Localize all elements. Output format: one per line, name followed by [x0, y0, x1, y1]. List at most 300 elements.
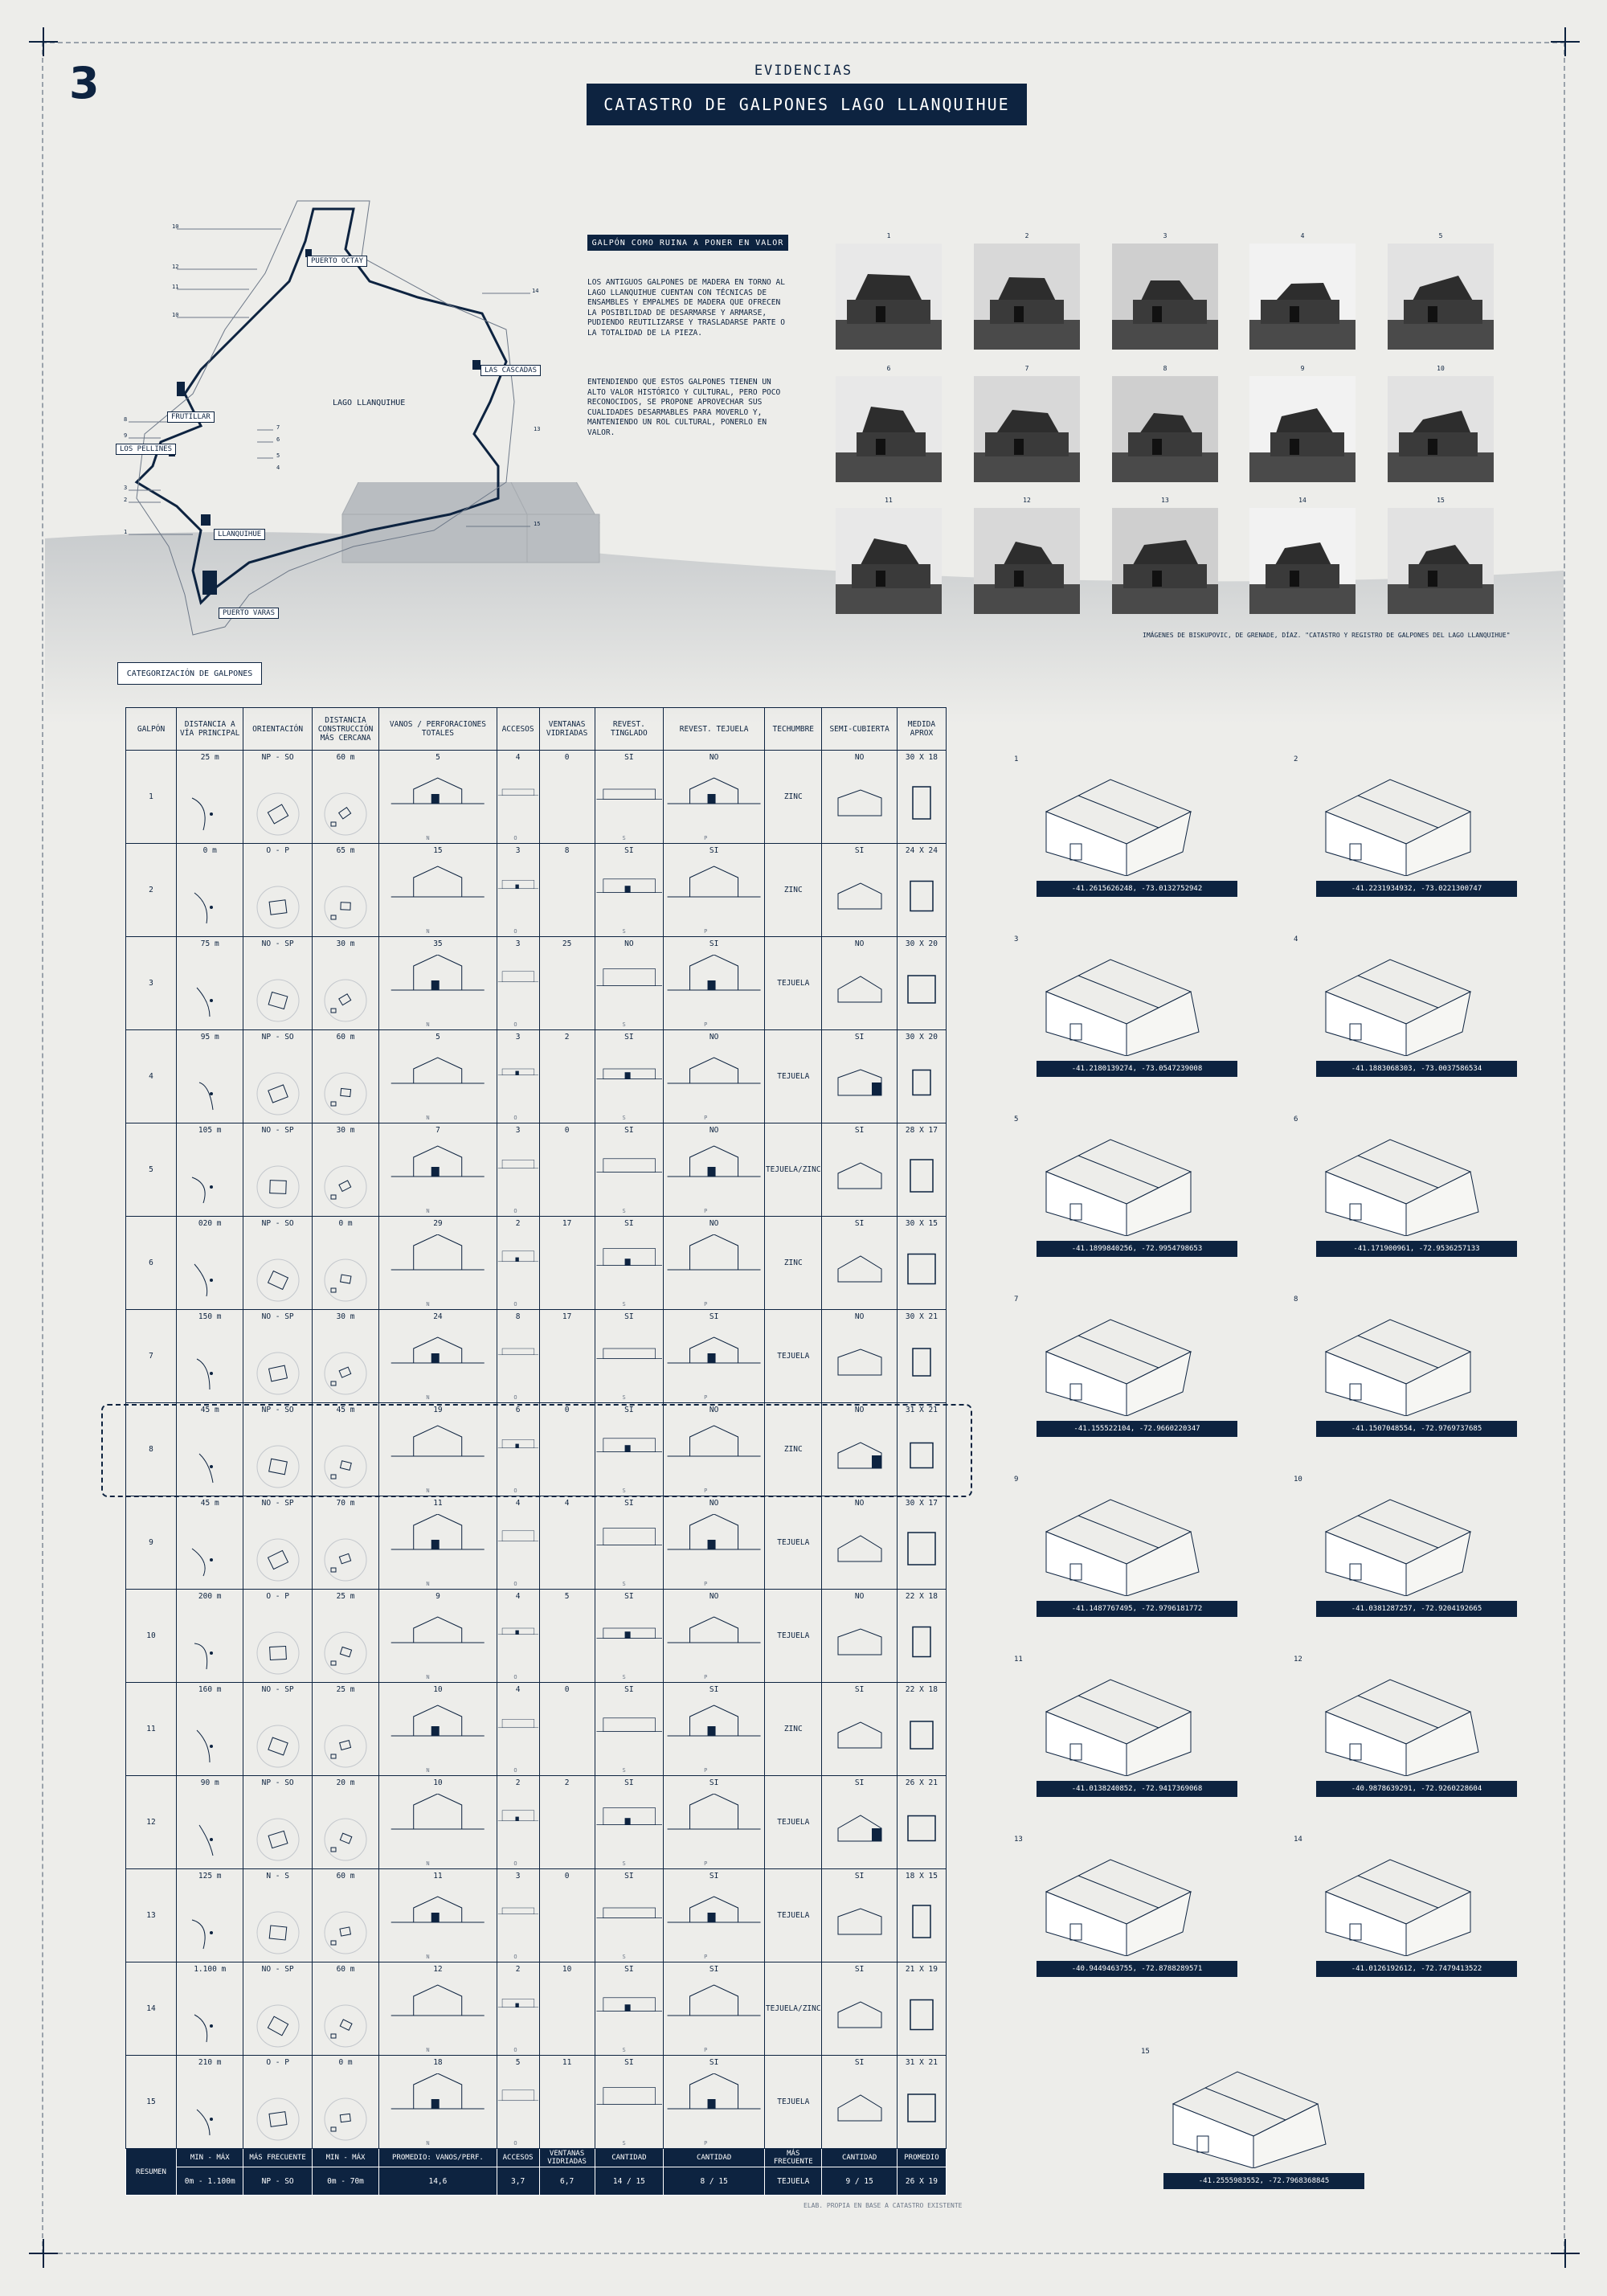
barn-photo-icon	[836, 508, 942, 614]
isometric-number: 13	[1014, 1836, 1023, 1844]
summary-subheader: MÁS FRECUENTE	[765, 2149, 822, 2167]
semi-cubierta-cell	[822, 1869, 898, 1962]
intro-paragraph: ENTENDIENDO QUE ESTOS GALPONES TIENEN UN ALTO VALOR HISTÓRICO Y CULTURAL, PERO POCO RECONOCIDOS, SE PROPONE APROVECHAR SUS CUALIDADES DESARMABLES PARA MOVERLO Y, MANTENIENDO UN ROL CULTURAL, PONERLO EN VALOR.	[587, 378, 781, 437]
elevation-drawing	[379, 1794, 496, 1868]
distance-cell	[177, 1590, 243, 1683]
elevation-label: P	[704, 835, 708, 841]
isometric-barn	[1294, 1295, 1503, 1448]
elevation-label: O	[513, 1488, 517, 1494]
vanos-cell	[379, 751, 497, 844]
semi-cubierta-value: NO	[854, 939, 865, 948]
footprint-sketch-icon	[904, 1245, 939, 1293]
elevation-drawing	[379, 1887, 496, 1962]
map-place-label: PUERTO VARAS	[219, 608, 279, 619]
elevation-drawing	[497, 2073, 539, 2148]
accesses-value: 4	[515, 1499, 521, 1508]
isometric-number: 8	[1294, 1295, 1298, 1304]
galpon-number: 15	[126, 2056, 177, 2149]
vanos-value: 7	[435, 1126, 440, 1135]
orientation-sketch-icon	[254, 1629, 302, 1677]
windows-value: 0	[564, 753, 570, 762]
accesses-cell	[497, 1217, 539, 1310]
tinglado-value: SI	[624, 846, 634, 855]
orientation-sketch-icon	[254, 1256, 302, 1304]
summary-value: 0m - 1.100m	[177, 2167, 243, 2196]
elevation-drawing	[379, 1607, 496, 1682]
isometric-barn	[1141, 2048, 1350, 2200]
nearest-building-sketch-icon	[321, 2002, 370, 2050]
vanos-cell	[379, 1683, 497, 1776]
elevation-drawing	[497, 1794, 539, 1868]
accesses-cell	[497, 937, 539, 1030]
elevation-drawing	[497, 862, 539, 936]
nearest-building-sketch-icon	[321, 1070, 370, 1118]
elevation-drawing	[664, 1328, 764, 1402]
coordinate-label: -41.2180139274, -73.0547239008	[1037, 1061, 1237, 1077]
isometric-barn	[1294, 1115, 1503, 1268]
table-row	[126, 1123, 947, 1217]
summary-value: 26 X 19	[897, 2167, 946, 2196]
elevation-sketch-icon	[497, 2073, 539, 2115]
vanos-cell	[379, 844, 497, 937]
orientation-cell	[243, 1962, 312, 2056]
photo-number: 1	[886, 232, 891, 239]
isometric-number: 9	[1014, 1475, 1019, 1484]
elevation-sketch-icon	[595, 1794, 663, 1836]
elevation-label: S	[622, 1115, 626, 1121]
tinglado-cell	[595, 1310, 663, 1403]
semi-cubierta-value: NO	[854, 1499, 865, 1508]
windows-value: 0	[564, 1126, 570, 1135]
distance-cell	[177, 1962, 243, 2056]
coordinate-label: -41.1899840256, -72.9954798653	[1037, 1241, 1237, 1257]
elevation-drawing	[379, 862, 496, 936]
tejuela-value: SI	[709, 846, 719, 855]
orientation-cell	[243, 844, 312, 937]
elevation-sketch-icon	[595, 1048, 663, 1090]
elevation-sketch-icon	[595, 1328, 663, 1369]
elevation-label: O	[513, 928, 517, 935]
section-kicker: EVIDENCIAS	[754, 63, 853, 79]
tinglado-value: NO	[624, 939, 634, 948]
column-header: MEDIDA APROX	[897, 708, 946, 751]
elevation-label: P	[704, 1488, 708, 1494]
semi-cubierta-cell	[822, 2056, 898, 2149]
orientation-value: NO - SP	[261, 939, 294, 948]
barn-photo	[1388, 244, 1494, 350]
tinglado-cell	[595, 1496, 663, 1590]
size-cell	[897, 1683, 946, 1776]
elevation-label: S	[622, 928, 626, 935]
semi-cubierta-sketch-icon	[833, 1716, 886, 1751]
semi-cubierta-cell	[822, 1310, 898, 1403]
vanos-value: 11	[433, 1499, 443, 1508]
elevation-label: P	[704, 1115, 708, 1121]
map-place-label: PUERTO OCTAY	[307, 256, 367, 267]
elevation-label: O	[513, 1767, 517, 1774]
nearest-building-sketch-icon	[321, 1629, 370, 1677]
site-sketch-icon	[186, 1163, 234, 1211]
elevation-sketch-icon	[497, 1887, 539, 1929]
nearest-building-sketch-icon	[321, 976, 370, 1025]
barn-photo-icon	[836, 244, 942, 350]
nearest-building-cell	[312, 1869, 378, 1962]
barn-isometric-icon	[1030, 1664, 1223, 1776]
table-row	[126, 844, 947, 937]
vanos-cell	[379, 1590, 497, 1683]
elevation-drawing	[664, 955, 764, 1029]
distance-value: 95 m	[200, 1033, 219, 1042]
semi-cubierta-sketch-icon	[833, 1623, 886, 1658]
distance-value: 150 m	[198, 1312, 222, 1321]
nearest-building-cell	[312, 751, 378, 844]
size-value: 30 X 15	[905, 1219, 938, 1228]
windows-cell	[539, 1590, 595, 1683]
semi-cubierta-cell	[822, 1776, 898, 1869]
windows-value: 4	[564, 1499, 570, 1508]
distance-value: 105 m	[198, 1126, 222, 1135]
tinglado-cell	[595, 1962, 663, 2056]
summary-value: 9 / 15	[822, 2167, 898, 2196]
elevation-label: P	[704, 1021, 708, 1028]
vanos-cell	[379, 1217, 497, 1310]
footprint-sketch-icon	[904, 965, 939, 1013]
barn-photo	[836, 376, 942, 482]
isometric-barn	[1294, 755, 1503, 908]
summary-value: TEJUELA	[765, 2167, 822, 2196]
tinglado-value: SI	[624, 1126, 634, 1135]
size-cell	[897, 937, 946, 1030]
isometric-number: 12	[1294, 1655, 1302, 1664]
elevation-sketch-icon	[664, 1328, 764, 1369]
page-title: CATASTRO DE GALPONES LAGO LLANQUIHUE	[587, 84, 1027, 125]
elevation-label: P	[704, 2047, 708, 2053]
isometric-barn	[1294, 1655, 1503, 1808]
elevation-drawing	[379, 1701, 496, 1775]
tinglado-value: SI	[624, 1033, 634, 1042]
elevation-label: S	[622, 1301, 626, 1308]
elevation-label: N	[426, 1860, 430, 1867]
galpon-number: 3	[126, 937, 177, 1030]
distance-cell	[177, 1496, 243, 1590]
tinglado-value: SI	[624, 1685, 634, 1694]
site-sketch-icon	[186, 1815, 234, 1864]
elevation-label: S	[622, 1674, 626, 1680]
semi-cubierta-sketch-icon	[833, 1343, 886, 1378]
isometric-number: 15	[1141, 2048, 1150, 2056]
accesses-cell	[497, 1310, 539, 1403]
windows-cell	[539, 1310, 595, 1403]
elevation-label: S	[622, 1208, 626, 1214]
elevation-sketch-icon	[497, 768, 539, 810]
elevation-sketch-icon	[497, 1794, 539, 1836]
summary-subheader: PROMEDIO	[897, 2149, 946, 2167]
elevation-drawing	[664, 1048, 764, 1123]
windows-value: 17	[562, 1312, 572, 1321]
tejuela-value: NO	[709, 1406, 719, 1414]
barn-photo	[1249, 244, 1356, 350]
map-marker: 5	[276, 452, 280, 459]
photo-number: 14	[1298, 497, 1306, 504]
isometric-number: 10	[1294, 1475, 1302, 1484]
nearest-building-sketch-icon	[321, 883, 370, 931]
windows-cell	[539, 1869, 595, 1962]
accesses-value: 3	[515, 1126, 521, 1135]
orientation-cell	[243, 2056, 312, 2149]
accesses-value: 5	[515, 2058, 521, 2067]
column-header: VANOS / PERFORACIONES TOTALES	[379, 708, 497, 751]
distance-cell	[177, 1030, 243, 1123]
isometric-number: 5	[1014, 1115, 1019, 1123]
distance-value: 45 m	[200, 1406, 219, 1414]
barn-isometric-icon	[1310, 1304, 1503, 1416]
column-header: TECHUMBRE	[765, 708, 822, 751]
elevation-sketch-icon	[664, 1141, 764, 1183]
elevation-label: O	[513, 1581, 517, 1587]
coordinate-label: -41.2555983552, -72.7968368845	[1163, 2173, 1364, 2189]
size-value: 24 X 24	[905, 846, 938, 855]
table-row	[126, 751, 947, 844]
tinglado-value: SI	[624, 1965, 634, 1974]
map-place-label: LLANQUIHUE	[214, 529, 265, 540]
nearest-building-cell	[312, 937, 378, 1030]
elevation-drawing	[595, 2073, 663, 2148]
accesses-cell	[497, 1123, 539, 1217]
vanos-value: 19	[433, 1406, 443, 1414]
elevation-drawing	[497, 1887, 539, 1962]
map-marker: 12	[172, 264, 179, 270]
elevation-sketch-icon	[497, 1514, 539, 1556]
nearest-building-sketch-icon	[321, 1722, 370, 1770]
column-header: DISTANCIA CONSTRUCCIÓN MÁS CERCANA	[312, 708, 378, 751]
elevation-sketch-icon	[595, 768, 663, 810]
orientation-sketch-icon	[254, 1070, 302, 1118]
orientation-sketch-icon	[254, 1815, 302, 1864]
accesses-value: 8	[515, 1312, 521, 1321]
size-value: 30 X 20	[905, 1033, 938, 1042]
elevation-drawing	[379, 1234, 496, 1309]
nearest-building-cell	[312, 1496, 378, 1590]
column-header: DISTANCIA A VÍA PRINCIPAL	[177, 708, 243, 751]
nearest-building-value: 30 m	[336, 939, 355, 948]
summary-subheader: MIN - MÁX	[177, 2149, 243, 2167]
map-marker: 1	[124, 529, 128, 535]
isometric-number: 4	[1294, 935, 1298, 943]
elevation-sketch-icon	[595, 1141, 663, 1183]
elevation-sketch-icon	[595, 1234, 663, 1276]
elevation-drawing	[595, 1980, 663, 2055]
elevation-sketch-icon	[664, 862, 764, 903]
galpon-number: 13	[126, 1869, 177, 1962]
elevation-sketch-icon	[379, 2073, 496, 2115]
roof-cell: ZINC	[765, 1217, 822, 1310]
elevation-label: N	[426, 1767, 430, 1774]
elevation-sketch-icon	[379, 1794, 496, 1836]
map-marker: 15	[534, 521, 541, 527]
table-row	[126, 2056, 947, 2149]
semi-cubierta-value: SI	[854, 1033, 865, 1042]
tejuela-cell	[664, 1496, 765, 1590]
elevation-drawing	[664, 1514, 764, 1589]
elevation-sketch-icon	[595, 1701, 663, 1742]
orientation-cell	[243, 1496, 312, 1590]
elevation-label: S	[622, 835, 626, 841]
semi-cubierta-sketch-icon	[833, 1809, 886, 1844]
roof-cell: TEJUELA	[765, 2056, 822, 2149]
distance-cell	[177, 751, 243, 844]
semi-cubierta-cell	[822, 1683, 898, 1776]
coordinate-label: -41.1507048554, -72.9769737685	[1316, 1421, 1517, 1437]
elevation-label: O	[513, 1301, 517, 1308]
orientation-cell	[243, 937, 312, 1030]
orientation-sketch-icon	[254, 1909, 302, 1957]
elevation-label: P	[704, 1674, 708, 1680]
isometric-number: 2	[1294, 755, 1298, 763]
elevation-label: N	[426, 1488, 430, 1494]
windows-cell	[539, 751, 595, 844]
elevation-sketch-icon	[664, 768, 764, 810]
isometric-barn	[1014, 1295, 1223, 1448]
elevation-drawing	[497, 1048, 539, 1123]
elevation-drawing	[379, 1980, 496, 2055]
tejuela-value: NO	[709, 753, 719, 762]
summary-subheader: CANTIDAD	[664, 2149, 765, 2167]
size-value: 22 X 18	[905, 1685, 938, 1694]
elevation-drawing	[664, 1980, 764, 2055]
elevation-label: S	[622, 1954, 626, 1960]
roof-cell: TEJUELA	[765, 937, 822, 1030]
photo-credit: IMÁGENES DE BISKUPOVIC, DE GRENADE, DÍAZ. "CATASTRO Y REGISTRO DE GALPONES DEL LAGO LLANQUIHUE"	[1143, 632, 1511, 639]
elevation-label: N	[426, 1394, 430, 1401]
size-value: 30 X 17	[905, 1499, 938, 1508]
summary-value: NP - SO	[243, 2167, 312, 2196]
map-place-label: LOS PELLINES	[116, 444, 176, 455]
windows-cell	[539, 1217, 595, 1310]
summary-subheader: ACCESOS	[497, 2149, 539, 2167]
galpon-number: 12	[126, 1776, 177, 1869]
nearest-building-value: 60 m	[336, 1965, 355, 1974]
nearest-building-value: 25 m	[336, 1592, 355, 1601]
accesses-cell	[497, 751, 539, 844]
barn-isometric-icon	[1030, 1484, 1223, 1596]
footprint-sketch-icon	[904, 1152, 939, 1200]
intro-paragraph: LOS ANTIGUOS GALPONES DE MADERA EN TORNO AL LAGO LLANQUIHUE CUENTAN CON TÉCNICAS DE ENSAMBLES Y EMPALMES DE MADERA QUE OFRECEN LA POSIBILIDAD DE DESARMARSE Y ARMARSE, PUDIENDO REUTILIZARSE Y TRASLADARSE PARTE O LA TOTALIDAD DE LA PIEZA.	[587, 278, 785, 338]
tinglado-cell	[595, 844, 663, 937]
semi-cubierta-value: NO	[854, 1312, 865, 1321]
coordinate-label: -41.155522104, -72.9660220347	[1037, 1421, 1237, 1437]
elevation-drawing	[595, 1607, 663, 1682]
footprint-sketch-icon	[904, 1338, 939, 1386]
tejuela-cell	[664, 1590, 765, 1683]
elevation-label: S	[622, 2047, 626, 2053]
summary-value: 14 / 15	[595, 2167, 663, 2196]
barn-isometric-icon	[1157, 2056, 1350, 2168]
orientation-value: O - P	[266, 1592, 289, 1601]
size-cell	[897, 1962, 946, 2056]
photo-number: 4	[1300, 232, 1305, 239]
roof-cell: ZINC	[765, 751, 822, 844]
accesses-value: 3	[515, 1872, 521, 1881]
galpon-number: 5	[126, 1123, 177, 1217]
footprint-sketch-icon	[904, 1897, 939, 1946]
photo-number: 12	[1023, 497, 1031, 504]
elevation-label: S	[622, 1581, 626, 1587]
elevation-label: O	[513, 1860, 517, 1867]
elevation-drawing	[664, 1234, 764, 1309]
semi-cubierta-cell	[822, 1217, 898, 1310]
nearest-building-cell	[312, 1683, 378, 1776]
galpon-number: 8	[126, 1403, 177, 1496]
accesses-cell	[497, 1776, 539, 1869]
elevation-drawing	[595, 1048, 663, 1123]
elevation-drawing	[664, 1794, 764, 1868]
semi-cubierta-value: SI	[854, 1965, 865, 1974]
distance-value: 210 m	[198, 2058, 222, 2067]
elevation-label: O	[513, 1208, 517, 1214]
galpon-number: 7	[126, 1310, 177, 1403]
elevation-label: O	[513, 1021, 517, 1028]
vanos-value: 12	[433, 1965, 443, 1974]
elevation-sketch-icon	[595, 1514, 663, 1556]
nearest-building-value: 60 m	[336, 753, 355, 762]
nearest-building-value: 30 m	[336, 1126, 355, 1135]
distance-value: 90 m	[200, 1778, 219, 1787]
distance-cell	[177, 1683, 243, 1776]
windows-value: 0	[564, 1872, 570, 1881]
windows-value: 17	[562, 1219, 572, 1228]
semi-cubierta-value: SI	[854, 2058, 865, 2067]
tejuela-cell	[664, 844, 765, 937]
elevation-drawing	[497, 1141, 539, 1216]
site-sketch-icon	[186, 1536, 234, 1584]
vanos-value: 24	[433, 1312, 443, 1321]
size-cell	[897, 2056, 946, 2149]
tinglado-value: SI	[624, 1499, 634, 1508]
barn-photo-icon	[1249, 508, 1356, 614]
elevation-drawing	[595, 1514, 663, 1589]
windows-value: 10	[562, 1965, 572, 1974]
nearest-building-value: 45 m	[336, 1406, 355, 1414]
tinglado-cell	[595, 751, 663, 844]
orientation-cell	[243, 1869, 312, 1962]
windows-value: 0	[564, 1406, 570, 1414]
elevation-sketch-icon	[664, 1794, 764, 1836]
elevation-sketch-icon	[497, 1141, 539, 1183]
coordinate-label: -41.171900961, -72.9536257133	[1316, 1241, 1517, 1257]
semi-cubierta-sketch-icon	[833, 1063, 886, 1099]
size-value: 30 X 18	[905, 753, 938, 762]
site-sketch-icon	[186, 1909, 234, 1957]
roof-cell: TEJUELA	[765, 1776, 822, 1869]
isometric-number: 7	[1014, 1295, 1019, 1304]
elevation-sketch-icon	[664, 955, 764, 997]
elevation-label: P	[704, 1394, 708, 1401]
windows-cell	[539, 1683, 595, 1776]
coordinate-label: -41.1883068303, -73.0037586534	[1316, 1061, 1517, 1077]
vanos-value: 18	[433, 2058, 443, 2067]
elevation-sketch-icon	[379, 862, 496, 903]
column-header: REVEST. TINGLADO	[595, 708, 663, 751]
site-sketch-icon	[186, 1629, 234, 1677]
orientation-value: O - P	[266, 2058, 289, 2067]
barn-isometric-icon	[1030, 1123, 1223, 1236]
site-sketch-icon	[186, 883, 234, 931]
table-row	[126, 937, 947, 1030]
elevation-label: P	[704, 1581, 708, 1587]
map-marker: 2	[124, 497, 128, 503]
elevation-label: S	[622, 1488, 626, 1494]
vanos-cell	[379, 1869, 497, 1962]
